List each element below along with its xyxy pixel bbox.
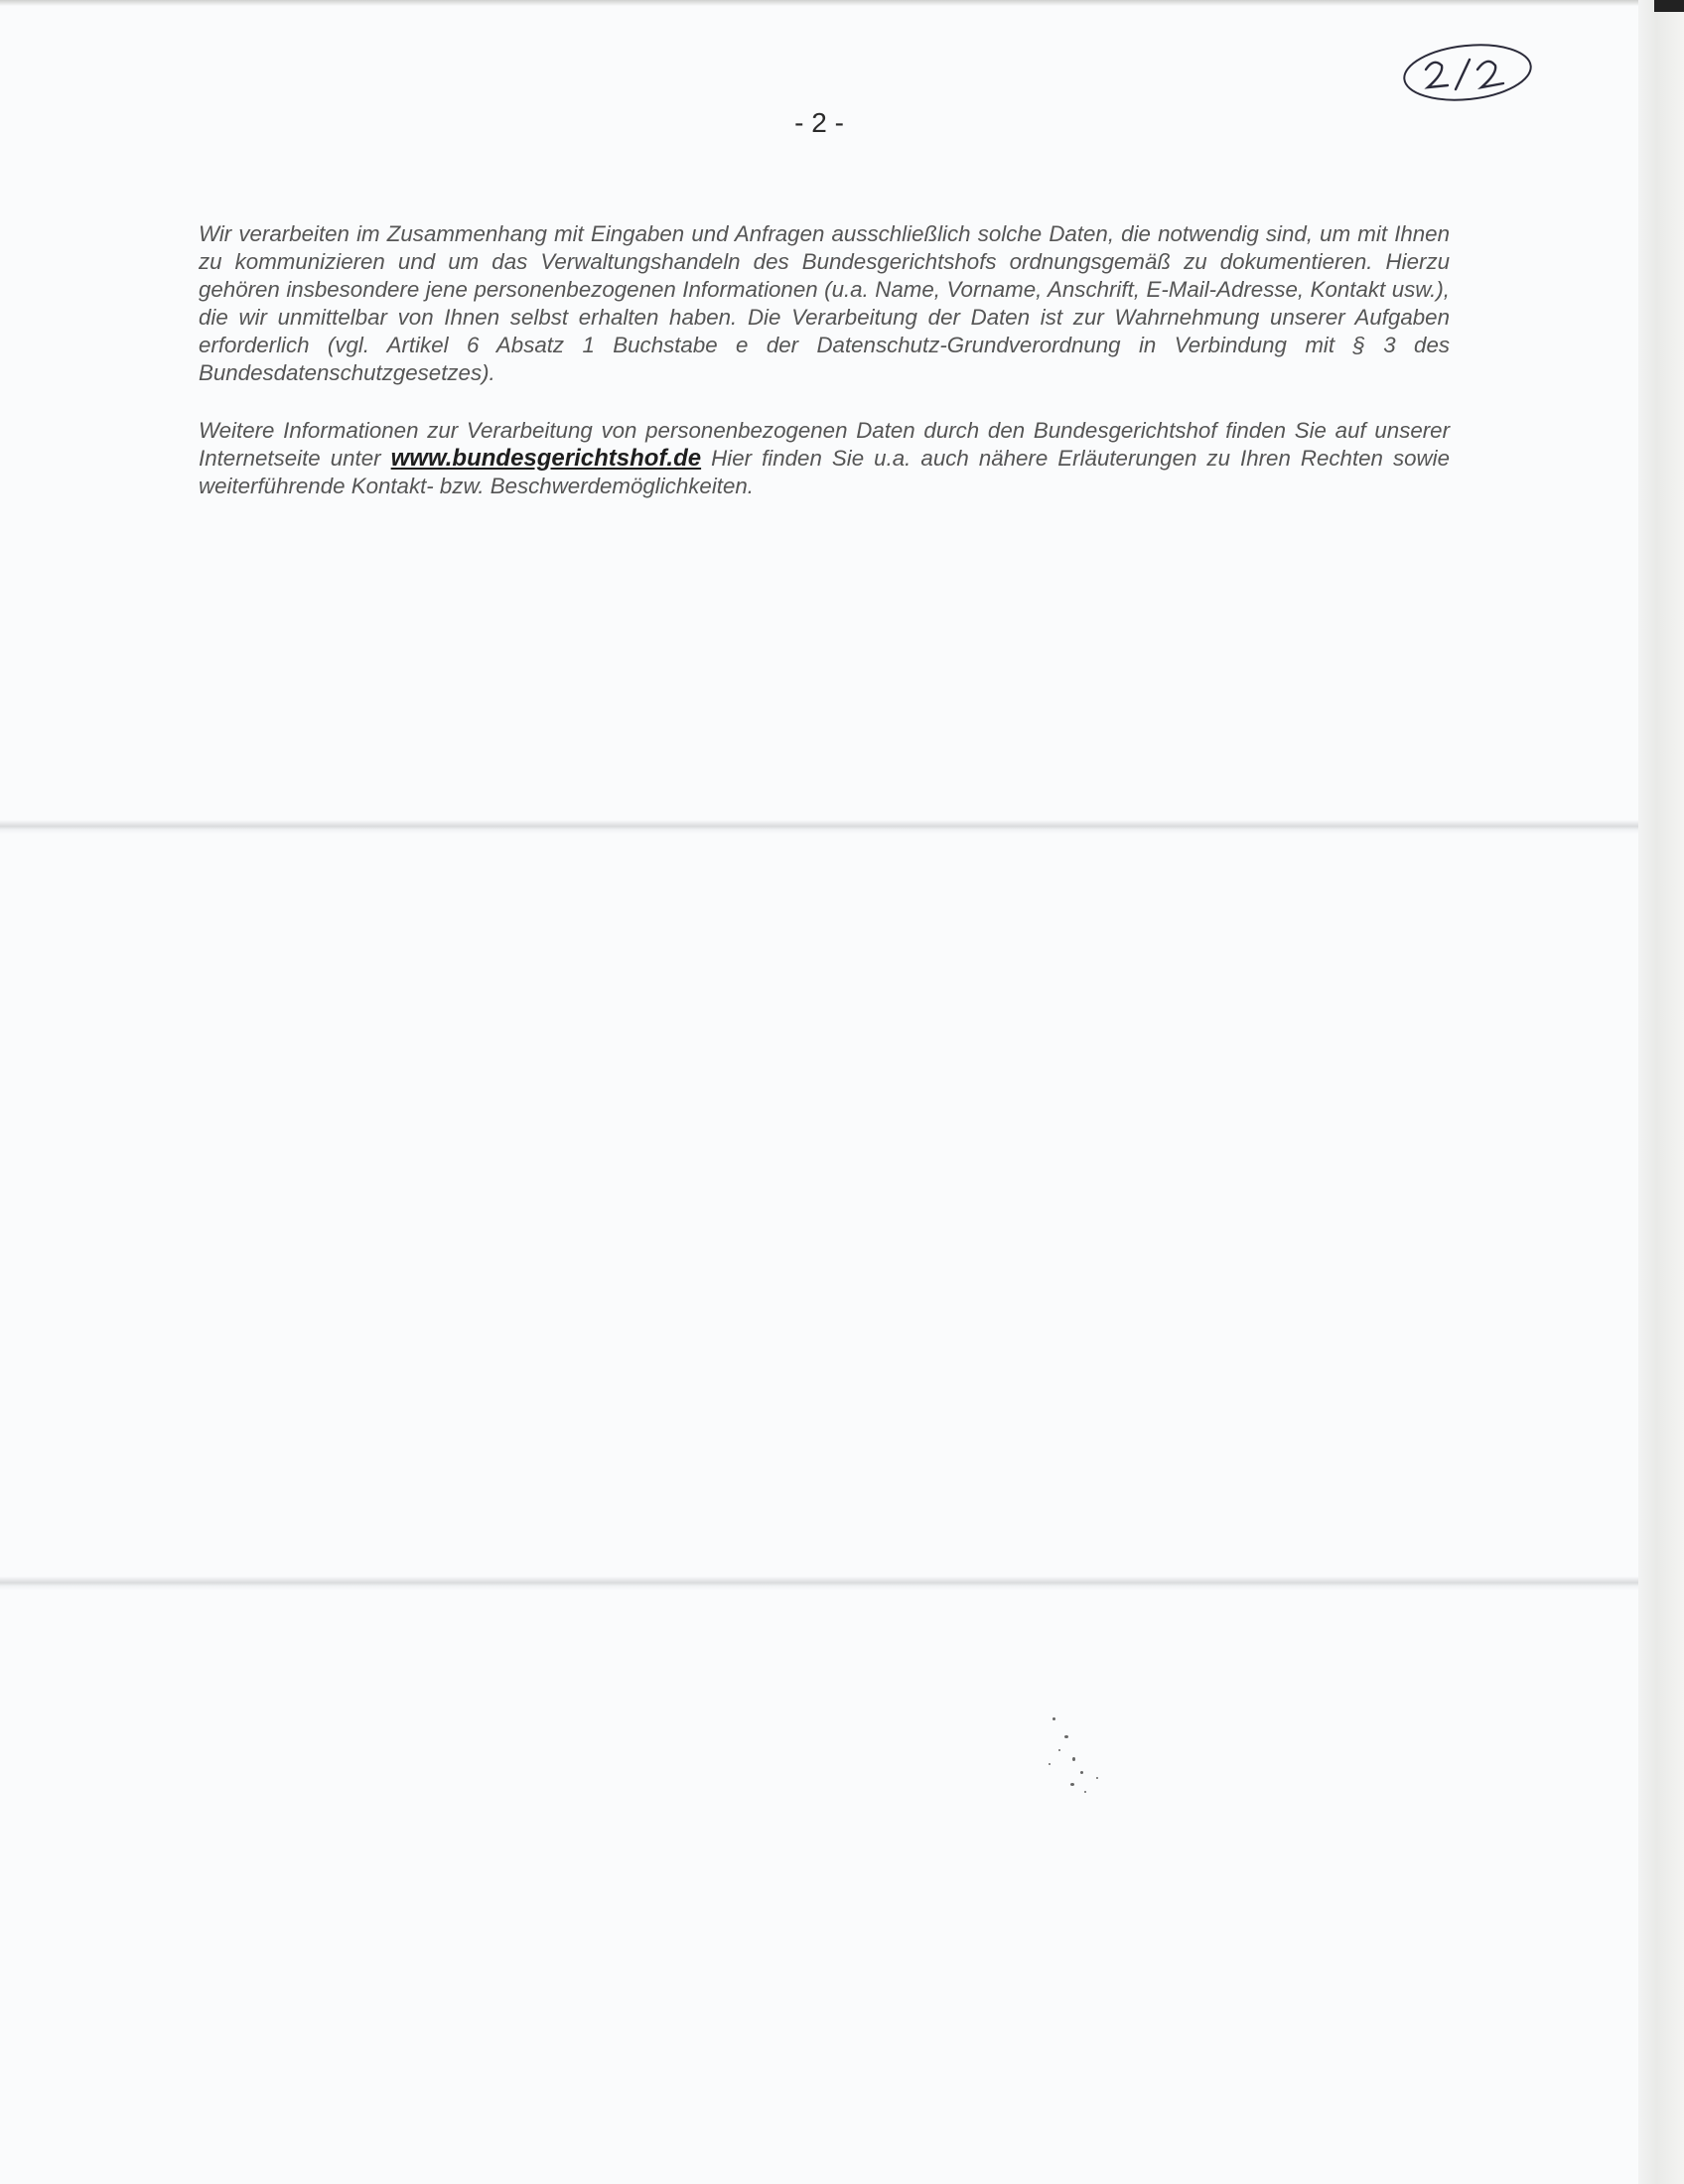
scan-right-edge [1638,0,1684,2184]
page-number: - 2 - [794,107,844,138]
paper-fold-line [0,820,1638,834]
scan-corner-shadow [1654,0,1684,12]
further-information-paragraph [199,417,1450,500]
scan-top-shadow [0,0,1638,6]
paragraph-text-after-link: Hier finden Sie u.a. auch nähere Erläuterungen zu Ihren Rechten sowie weiterführende Kontakt- bzw. Beschwerdemöglichkeiten. [199,446,1451,498]
paper-fold-line [0,1576,1638,1590]
data-processing-paragraph: Wir verarbeiten im Zusammenhang mit Eingaben und Anfragen ausschließlich solche Daten, die notwendig sind, um mit Ihnen zu kommunizieren und um das Verwaltungshandeln des Bundesgerichtshofs ordnungsgemäß zu dokumentieren. Hierzu gehören insbesondere jene personenbezogenen Informationen (u.a. Name, Vorname, Anschrift, E-Mail-Adresse, Kontakt usw.), die wir unmittelbar von Ihnen selbst erhalten haben. Die Verarbeitung der Daten ist zur Wahrnehmung unserer Aufgaben erforderlich (vgl. Artikel 6 Absatz 1 Buchstabe e der Datenschutz-Grundverordnung in Verbindung mit § 3 des Bundesdatenschutzgesetzes). [199,221,1450,385]
website-link[interactable]: www.bundesgerichtshof.de [390,445,702,472]
handwritten-page-mark [1398,40,1537,105]
paragraph-text-before-link: Weitere Informationen zur Verarbeitung von personenbezogenen Daten durch den Bundesgerichtshof finden Sie auf unserer Internetseite unter [199,418,1450,471]
letter-body [199,220,1450,530]
scan-dust-specks [1013,1698,1132,1817]
